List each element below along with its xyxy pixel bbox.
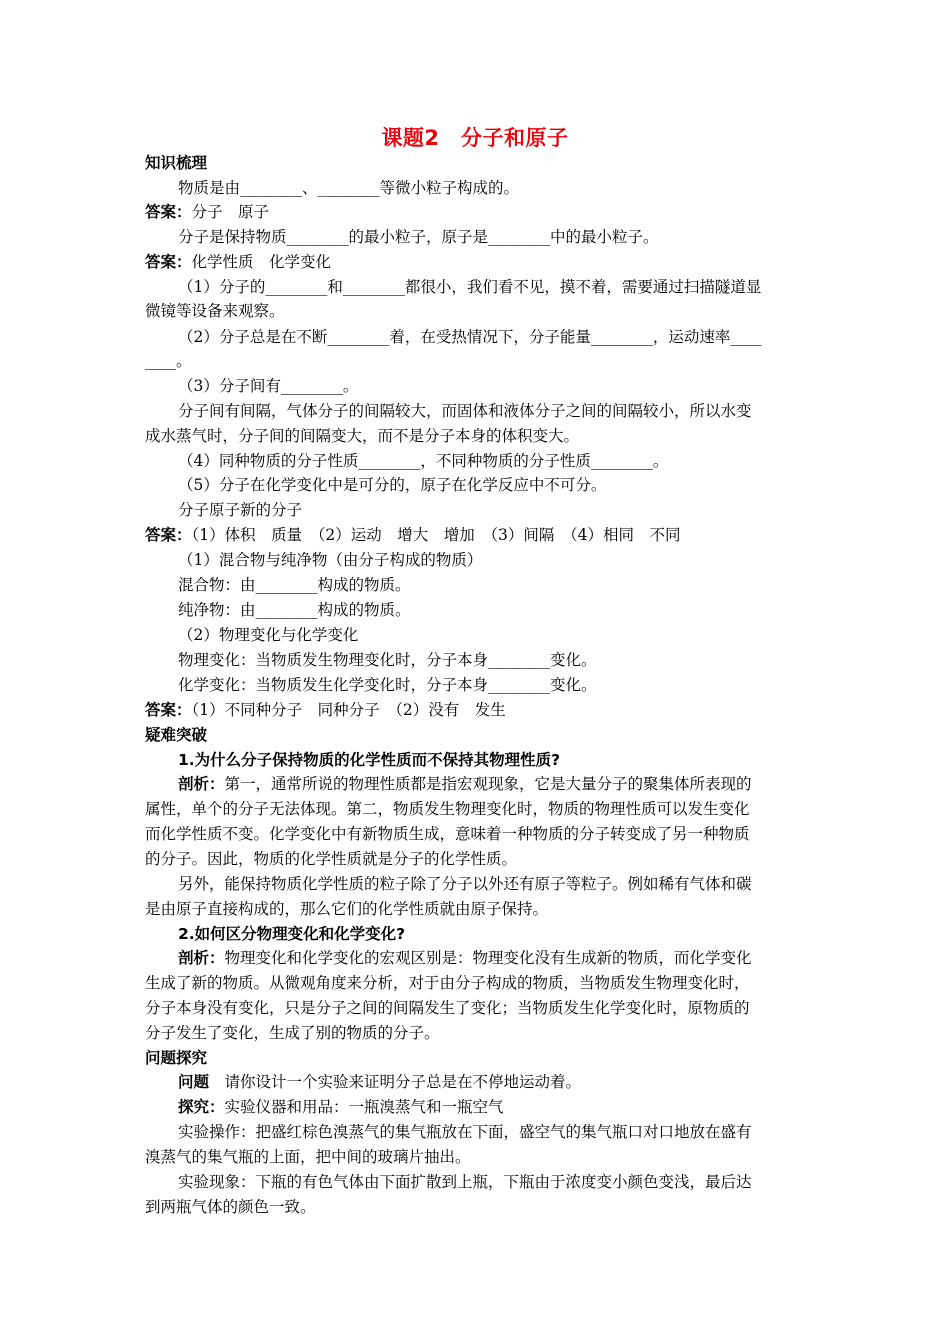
- text-line: 的分子。因此，物质的化学性质就是分子的化学性质。: [145, 850, 518, 868]
- text-line: ____。: [145, 352, 192, 370]
- text-line: 实验现象：下瓶的有色气体由下面扩散到上瓶，下瓶由于浓度变小颜色变浅，最后达: [178, 1173, 752, 1191]
- text-line: （1）分子的________和________都很小，我们看不见，摸不着，需要通过扫描隧道显: [178, 278, 762, 296]
- text-line: （3）分子间有________。: [178, 377, 359, 395]
- text-line: 分子原子新的分子: [178, 501, 303, 519]
- text-line: 微镜等设备来观察。: [145, 302, 285, 320]
- text-line: 混合物：由________构成的物质。: [178, 576, 411, 594]
- question-heading: 2.如何区分物理变化和化学变化?: [178, 925, 406, 943]
- section-heading-inquiry: 问题探究: [145, 1049, 208, 1067]
- section-heading-knowledge: 知识梳理: [145, 154, 208, 172]
- answer-line: [145, 524, 680, 546]
- answer-line: [145, 699, 506, 721]
- answer-text: 化学性质 化学变化: [191, 253, 332, 271]
- text-line: 成水蒸气时，分子间的间隔变大，而不是分子本身的体积变大。: [145, 427, 580, 445]
- analysis-line: [178, 947, 752, 969]
- question-label: 问题: [178, 1073, 210, 1091]
- text-line: （1）混合物与纯净物（由分子构成的物质）: [178, 551, 483, 569]
- section-heading-difficulty: 疑难突破: [145, 726, 208, 744]
- explore-label: 探究：: [178, 1098, 225, 1116]
- answer-label: 答案：: [145, 253, 192, 271]
- text-line: 溴蒸气的集气瓶的上面，把中间的玻璃片抽出。: [145, 1148, 471, 1166]
- text-line: （2）物理变化与化学变化: [178, 626, 359, 644]
- answer-label: 答案：: [145, 701, 192, 719]
- text-line: （5）分子在化学变化中是可分的，原子在化学反应中不可分。: [178, 476, 607, 494]
- answer-text: （1）体积 质量 （2）运动 增大 增加 （3）间隔 （4）相同 不同: [191, 526, 681, 544]
- text-line: 物理变化：当物质发生物理变化时，分子本身________变化。: [178, 651, 597, 669]
- text-line: 属性，单个的分子无法体现。第二，物质发生物理变化时，物质的物理性质可以发生变化: [145, 800, 750, 818]
- analysis-label: 剖析：: [178, 949, 225, 967]
- text-line: 分子是保持物质________的最小粒子，原子是________中的最小粒子。: [178, 228, 659, 246]
- text-line: 是由原子直接构成的，那么它们的化学性质就由原子保持。: [145, 900, 549, 918]
- text-line: 分子本身没有变化，只是分子之间的间隔发生了变化；当物质发生化学变化时，原物质的: [145, 999, 750, 1017]
- analysis-text: 物理变化和化学变化的宏观区别是：物理变化没有生成新的物质，而化学变化: [224, 949, 752, 967]
- analysis-label: 剖析：: [178, 775, 225, 793]
- answer-line: [145, 201, 269, 223]
- answer-line: [145, 251, 331, 273]
- text-line: 物质是由________、________等微小粒子构成的。: [178, 179, 520, 197]
- question-heading: 1.为什么分子保持物质的化学性质而不保持其物理性质?: [178, 751, 561, 769]
- text-line: 化学变化：当物质发生化学变化时，分子本身________变化。: [178, 676, 597, 694]
- text-line: 而化学性质不变。化学变化中有新物质生成，意味着一种物质的分子转变成了另一种物质: [145, 825, 750, 843]
- question-text: 请你设计一个实验来证明分子总是在不停地运动着。: [224, 1073, 582, 1091]
- inquiry-explore-line: [178, 1096, 504, 1118]
- inquiry-question-line: [178, 1071, 581, 1093]
- page-title: 课题2 分子和原子: [381, 126, 569, 150]
- answer-label: 答案：: [145, 526, 192, 544]
- answer-text: （1）不同种分子 同种分子 （2）没有 发生: [191, 701, 506, 719]
- analysis-text: 第一，通常所说的物理性质都是指宏观现象，它是大量分子的聚集体所表现的: [224, 775, 752, 793]
- analysis-line: [178, 773, 752, 795]
- answer-text: 分子 原子: [191, 203, 270, 221]
- text-line: 另外，能保持物质化学性质的粒子除了分子以外还有原子等粒子。例如稀有气体和碳: [178, 875, 752, 893]
- text-line: 生成了新的物质。从微观角度来分析，对于由分子构成的物质，当物质发生物理变化时，: [145, 974, 750, 992]
- text-line: 实验操作：把盛红棕色溴蒸气的集气瓶放在下面，盛空气的集气瓶口对口地放在盛有: [178, 1123, 752, 1141]
- text-line: （4）同种物质的分子性质________，不同种物质的分子性质________。: [178, 452, 669, 470]
- answer-label: 答案：: [145, 203, 192, 221]
- text-line: 到两瓶气体的颜色一致。: [145, 1198, 316, 1216]
- explore-text: 实验仪器和用品：一瓶溴蒸气和一瓶空气: [224, 1098, 504, 1116]
- text-line: 分子发生了变化，生成了别的物质的分子。: [145, 1024, 440, 1042]
- text-line: （2）分子总是在不断________着，在受热情况下，分子能量________，运动速率____: [178, 328, 762, 346]
- text-line: 纯净物：由________构成的物质。: [178, 601, 411, 619]
- text-line: 分子间有间隔，气体分子的间隔较大，而固体和液体分子之间的间隔较小，所以水变: [178, 402, 752, 420]
